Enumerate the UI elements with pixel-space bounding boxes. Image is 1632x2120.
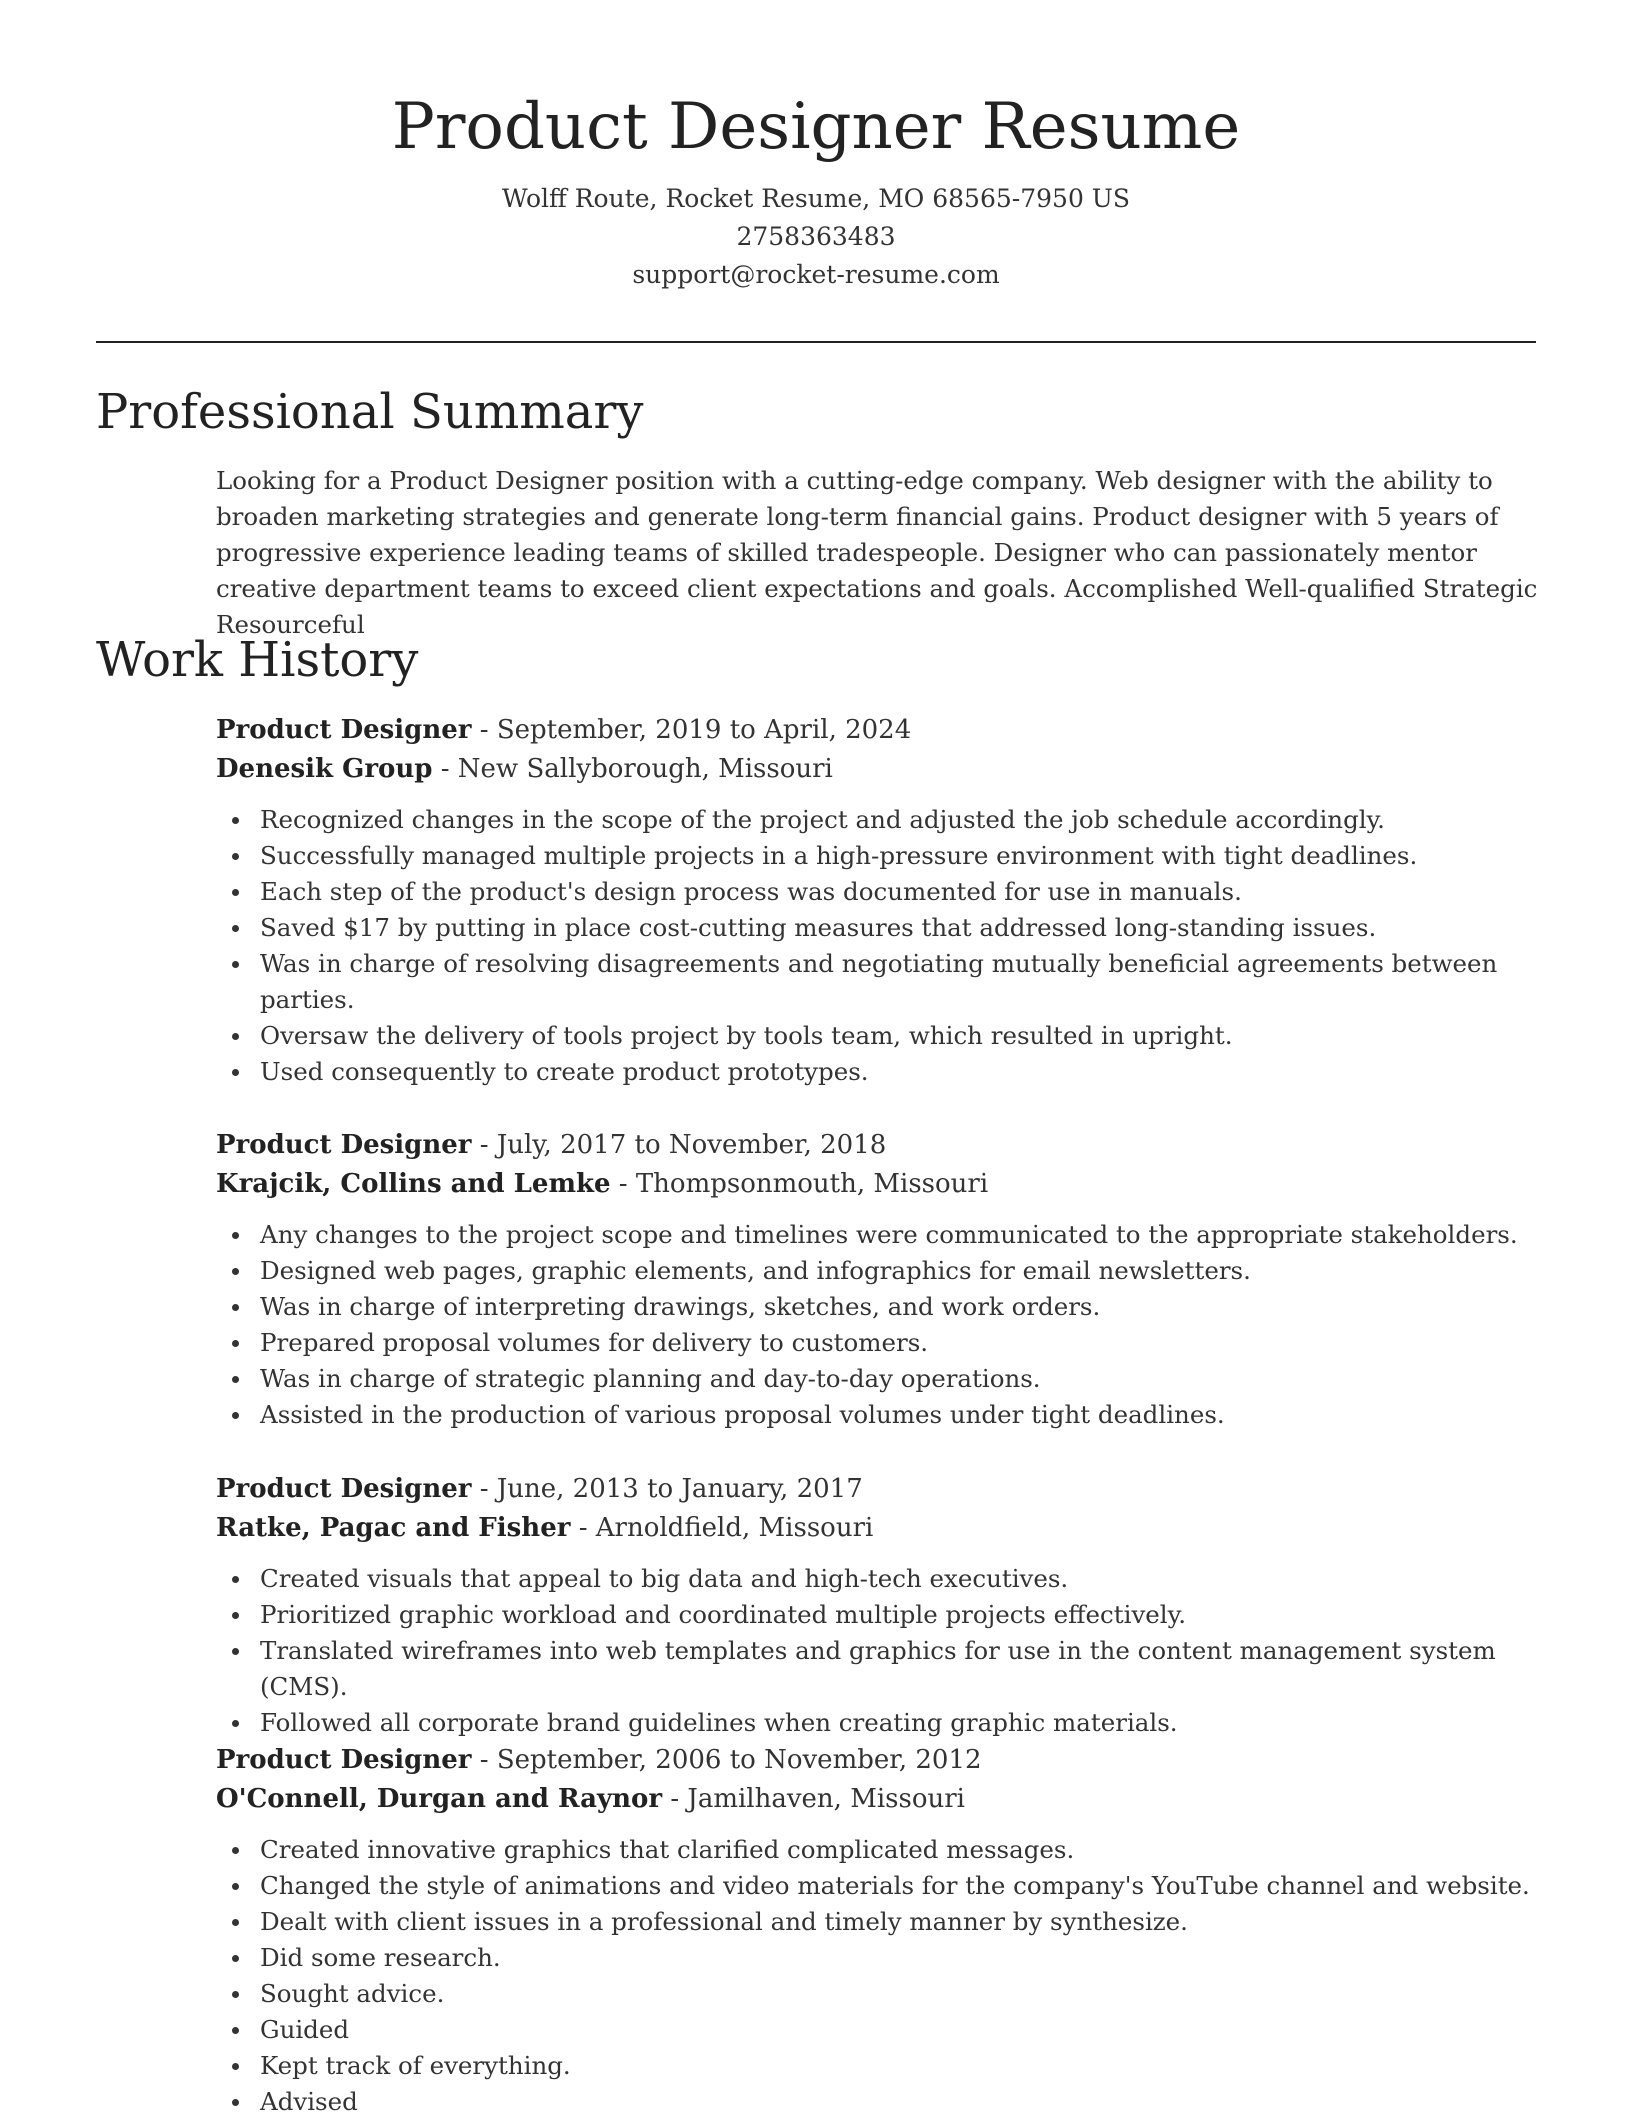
job-bullet: Sought advice. [260, 1976, 1536, 2012]
job-entry [216, 1470, 1536, 1741]
job-separator: - [662, 1784, 688, 1814]
job-bullet: Successfully managed multiple projects in a high-pressure environment with tight deadlines. [260, 838, 1536, 874]
summary-heading: Professional Summary [96, 384, 644, 440]
job-bullet-list [216, 1561, 1536, 1741]
job-separator: - [471, 1130, 497, 1160]
job-bullet: Was in charge of strategic planning and day-to-day operations. [260, 1361, 1536, 1397]
header-divider [96, 341, 1536, 343]
job-company-line [216, 1509, 1536, 1548]
job-location: Jamilhaven, Missouri [687, 1784, 965, 1814]
work-history-heading: Work History [96, 632, 419, 688]
resume-header [96, 84, 1536, 294]
contact-address: Wolff Route, Rocket Resume, MO 68565-7950 US [501, 184, 1130, 213]
job-separator: - [471, 1474, 497, 1504]
summary-text: Looking for a Product Designer position with a cutting-edge company. Web designer with the ability to broaden marketing strategies and generate long-term financial gains. Product designer with 5 years of progressive experience leading teams of skilled tradespeople. Designer who can passionately mentor creative department teams to exceed client expectations and goals. Accomplished Well-qualified Strategic Resourceful [216, 466, 1538, 639]
job-bullet: Created visuals that appeal to big data and high-tech executives. [260, 1561, 1536, 1597]
job-title: Product Designer [216, 715, 472, 745]
job-title-line [216, 1741, 1536, 1780]
job-company-line [216, 1780, 1536, 1819]
job-bullet: Advised [260, 2084, 1536, 2120]
job-company: Denesik Group [216, 754, 433, 784]
contact-info [96, 180, 1536, 294]
job-title-line [216, 1470, 1536, 1509]
job-bullet: Designed web pages, graphic elements, and infographics for email newsletters. [260, 1253, 1536, 1289]
job-title: Product Designer [216, 1474, 472, 1504]
job-bullet: Was in charge of interpreting drawings, sketches, and work orders. [260, 1289, 1536, 1325]
job-title-line [216, 1126, 1536, 1165]
job-dates: September, 2019 to April, 2024 [496, 715, 912, 745]
job-bullet: Changed the style of animations and video materials for the company's YouTube channel and website. [260, 1868, 1536, 1904]
job-bullet: Any changes to the project scope and timelines were communicated to the appropriate stakeholders. [260, 1217, 1536, 1253]
contact-email: support@rocket-resume.com [632, 260, 1000, 289]
job-bullet: Guided [260, 2012, 1536, 2048]
job-location: Arnoldfield, Missouri [595, 1513, 874, 1543]
job-company: O'Connell, Durgan and Raynor [216, 1784, 663, 1814]
job-bullet: Did some research. [260, 1940, 1536, 1976]
job-separator: - [471, 715, 497, 745]
job-location: New Sallyborough, Missouri [457, 754, 833, 784]
job-entry [216, 711, 1536, 1090]
job-bullet: Each step of the product's design process was documented for use in manuals. [260, 874, 1536, 910]
job-bullet: Saved $17 by putting in place cost-cutting measures that addressed long-standing issues. [260, 910, 1536, 946]
job-bullet: Translated wireframes into web templates and graphics for use in the content management system (CMS). [260, 1633, 1536, 1705]
job-company: Krajcik, Collins and Lemke [216, 1169, 611, 1199]
job-entry [216, 1741, 1536, 2120]
job-company-line [216, 1165, 1536, 1204]
contact-phone: 2758363483 [736, 222, 896, 251]
job-bullet: Prioritized graphic workload and coordinated multiple projects effectively. [260, 1597, 1536, 1633]
job-title: Product Designer [216, 1745, 472, 1775]
job-bullet: Was in charge of resolving disagreements and negotiating mutually beneficial agreements between parties. [260, 946, 1536, 1018]
job-bullet: Kept track of everything. [260, 2048, 1536, 2084]
job-dates: June, 2013 to January, 2017 [496, 1474, 863, 1504]
job-separator: - [610, 1169, 636, 1199]
job-bullet-list [216, 1832, 1536, 2120]
resume-title: Product Designer Resume [391, 90, 1241, 164]
job-company: Ratke, Pagac and Fisher [216, 1513, 571, 1543]
job-bullet: Prepared proposal volumes for delivery to customers. [260, 1325, 1536, 1361]
job-title-line [216, 711, 1536, 750]
job-bullet: Dealt with client issues in a professional and timely manner by synthesize. [260, 1904, 1536, 1940]
job-bullet: Used consequently to create product prototypes. [260, 1054, 1536, 1090]
job-dates: September, 2006 to November, 2012 [496, 1745, 982, 1775]
job-entry [216, 1126, 1536, 1433]
job-company-line [216, 750, 1536, 789]
job-bullet-list [216, 802, 1536, 1090]
job-bullet-list [216, 1217, 1536, 1433]
job-separator: - [570, 1513, 596, 1543]
job-location: Thompsonmouth, Missouri [635, 1169, 989, 1199]
job-separator: - [471, 1745, 497, 1775]
job-bullet: Oversaw the delivery of tools project by tools team, which resulted in upright. [260, 1018, 1536, 1054]
job-separator: - [432, 754, 458, 784]
job-bullet: Recognized changes in the scope of the project and adjusted the job schedule accordingly. [260, 802, 1536, 838]
job-bullet: Followed all corporate brand guidelines when creating graphic materials. [260, 1705, 1536, 1741]
job-dates: July, 2017 to November, 2018 [496, 1130, 887, 1160]
job-title: Product Designer [216, 1130, 472, 1160]
job-bullet: Created innovative graphics that clarified complicated messages. [260, 1832, 1536, 1868]
job-bullet: Assisted in the production of various proposal volumes under tight deadlines. [260, 1397, 1536, 1433]
